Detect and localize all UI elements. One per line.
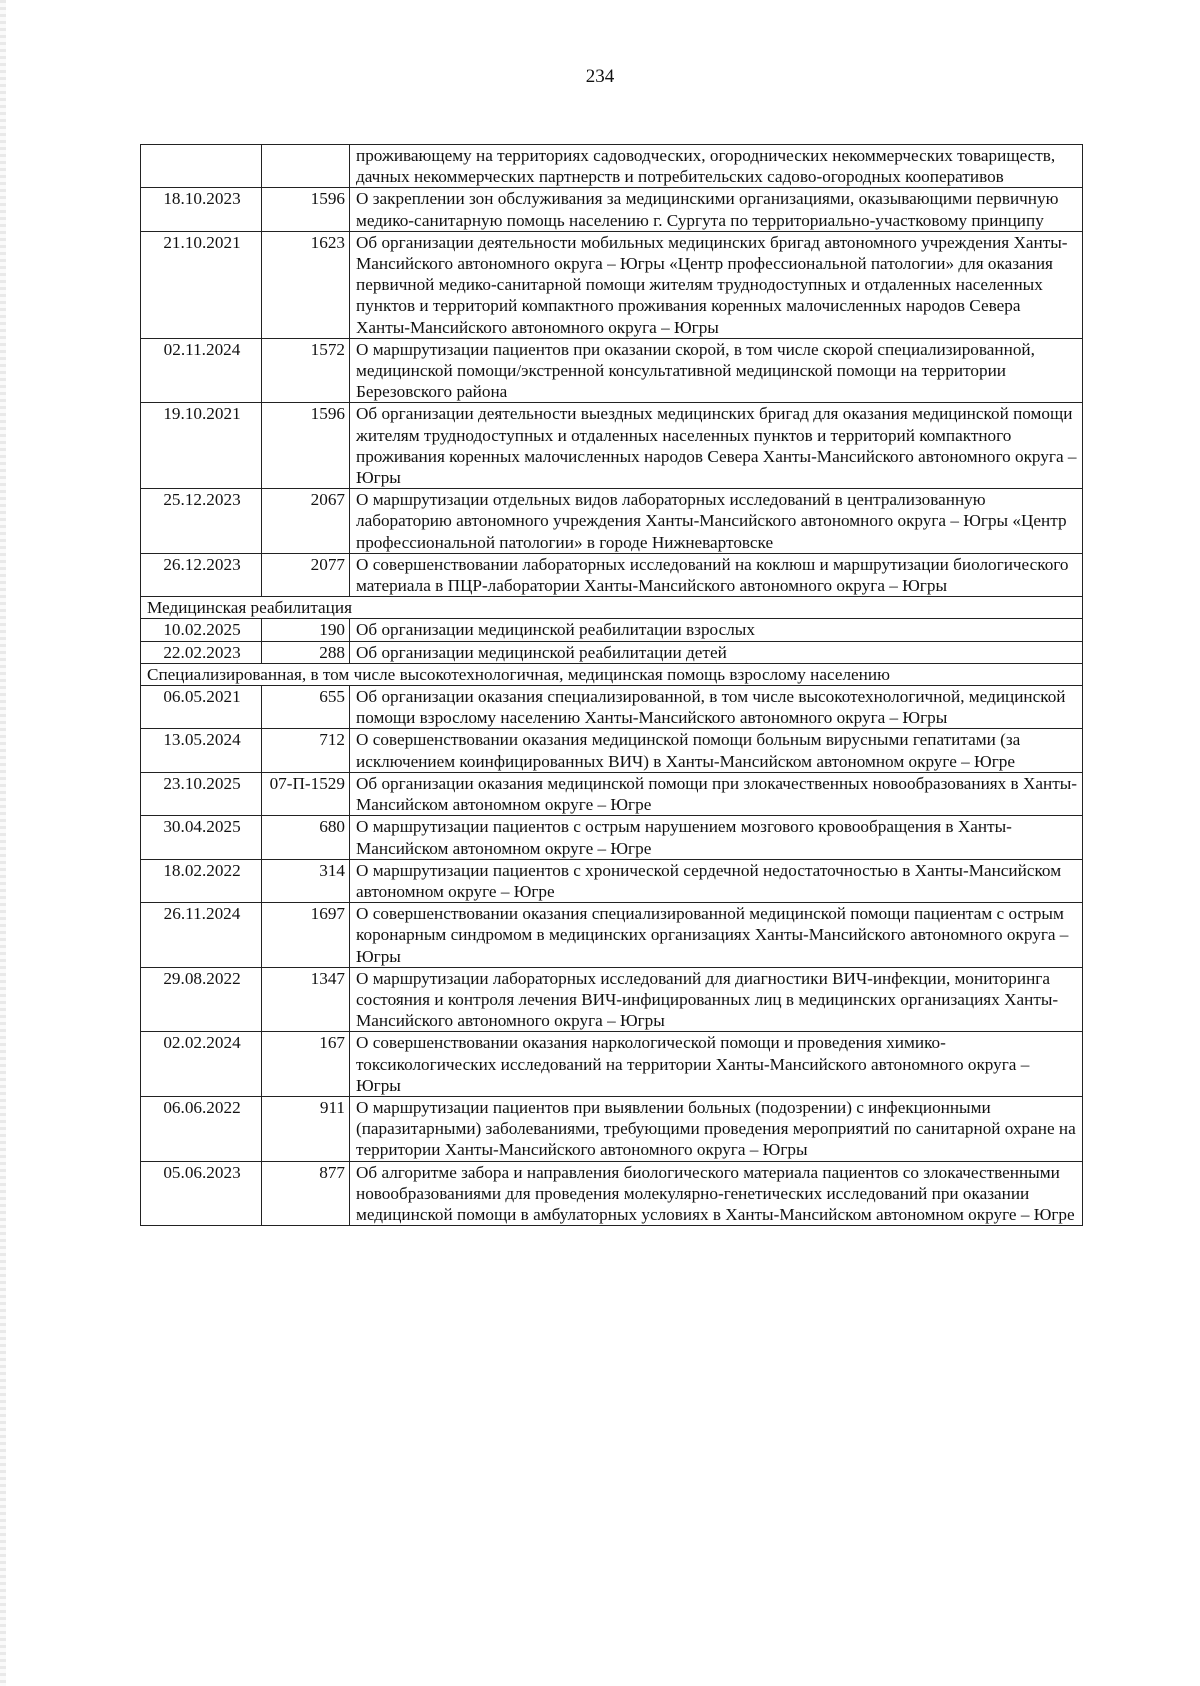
- order-date: 25.12.2023: [141, 489, 262, 554]
- order-title: О совершенствовании оказания медицинской помощи больным вирусными гепатитами (за исключением коинфицированных ВИЧ) в Ханты-Мансийском автономном округе – Югре: [350, 729, 1083, 772]
- table-row: [141, 903, 1083, 968]
- table-row: [141, 403, 1083, 489]
- order-number: 1596: [262, 188, 350, 231]
- order-number: 1347: [262, 967, 350, 1032]
- order-number: 680: [262, 816, 350, 859]
- section-heading: Специализированная, в том числе высокотехнологичная, медицинская помощь взрослому населению: [141, 663, 1083, 685]
- table-row: [141, 686, 1083, 729]
- scan-edge: [0, 0, 6, 1686]
- table-row: [141, 619, 1083, 641]
- order-number: 314: [262, 859, 350, 902]
- order-title: О маршрутизации пациентов с острым нарушением мозгового кровообращения в Ханты-Мансийском автономном округе – Югре: [350, 816, 1083, 859]
- order-title: проживающему на территориях садоводческих, огороднических некоммерческих товариществ, дачных некоммерческих партнерств и потребительских садово-огородных кооперативов: [350, 145, 1083, 188]
- order-date: [141, 145, 262, 188]
- order-date: 06.05.2021: [141, 686, 262, 729]
- order-number: 1623: [262, 231, 350, 338]
- order-title: О маршрутизации пациентов с хронической сердечной недостаточностью в Ханты-Мансийском автономном округе – Югре: [350, 859, 1083, 902]
- order-number: 1572: [262, 338, 350, 403]
- table-row: [141, 1032, 1083, 1097]
- order-title: О совершенствовании оказания специализированной медицинской помощи пациентам с острым коронарным синдромом в медицинских организациях Ханты-Мансийского автономного округа – Югры: [350, 903, 1083, 968]
- order-title: О совершенствовании оказания наркологической помощи и проведения химико-токсикологических исследований на территории Ханты-Мансийского автономного округа – Югры: [350, 1032, 1083, 1097]
- table-row: [141, 816, 1083, 859]
- order-number: 2077: [262, 553, 350, 596]
- order-number: 712: [262, 729, 350, 772]
- order-date: 21.10.2021: [141, 231, 262, 338]
- table-row: [141, 967, 1083, 1032]
- order-number: 877: [262, 1161, 350, 1226]
- order-number: 2067: [262, 489, 350, 554]
- page-number: 234: [585, 66, 615, 87]
- section-heading: Медицинская реабилитация: [141, 597, 1083, 619]
- table-row: [141, 553, 1083, 596]
- section-heading-row: [141, 663, 1083, 685]
- order-title: Об организации деятельности выездных медицинских бригад для оказания медицинской помощи жителям труднодоступных и отдаленных населенных пунктов и территорий компактного проживания коренных малочисленных народов Севера Ханты-Мансийского автономного округа – Югры: [350, 403, 1083, 489]
- order-number: 1596: [262, 403, 350, 489]
- order-number: [262, 145, 350, 188]
- order-date: 19.10.2021: [141, 403, 262, 489]
- order-number: 655: [262, 686, 350, 729]
- table-row: [141, 772, 1083, 815]
- order-title: Об организации оказания специализированной, в том числе высокотехнологичной, медицинской помощи взрослому населению Ханты-Мансийского автономного округа – Югры: [350, 686, 1083, 729]
- order-title: Об организации деятельности мобильных медицинских бригад автономного учреждения Ханты-Мансийского автономного округа – Югры «Центр профессиональной патологии» для оказания первичной медико-санитарной помощи жителям труднодоступных и отдаленных населенных пунктов и территорий компактного проживания коренных малочисленных народов Севера Ханты-Мансийского автономного округа – Югры: [350, 231, 1083, 338]
- order-title: Об организации оказания медицинской помощи при злокачественных новообразованиях в Ханты-Мансийском автономном округе – Югре: [350, 772, 1083, 815]
- table-row: [141, 729, 1083, 772]
- order-title: Об организации медицинской реабилитации детей: [350, 641, 1083, 663]
- order-date: 02.11.2024: [141, 338, 262, 403]
- order-title: О маршрутизации лабораторных исследований для диагностики ВИЧ-инфекции, мониторинга состояния и контроля лечения ВИЧ-инфицированных лиц в медицинских организациях Ханты-Мансийского автономного округа – Югры: [350, 967, 1083, 1032]
- order-title: О совершенствовании лабораторных исследований на коклюш и маршрутизации биологического материала в ПЦР-лаборатории Ханты-Мансийского автономного округа – Югры: [350, 553, 1083, 596]
- order-date: 13.05.2024: [141, 729, 262, 772]
- orders-table: [140, 144, 1083, 1226]
- table-row: [141, 338, 1083, 403]
- table-row: [141, 1161, 1083, 1226]
- table-row: [141, 489, 1083, 554]
- order-date: 29.08.2022: [141, 967, 262, 1032]
- order-date: 18.02.2022: [141, 859, 262, 902]
- order-number: 911: [262, 1096, 350, 1161]
- order-number: 07-П-1529: [262, 772, 350, 815]
- order-title: О маршрутизации отдельных видов лабораторных исследований в централизованную лабораторию автономного учреждения Ханты-Мансийского автономного округа – Югры «Центр профессиональной патологии» в городе Нижневартовске: [350, 489, 1083, 554]
- order-date: 23.10.2025: [141, 772, 262, 815]
- order-date: 30.04.2025: [141, 816, 262, 859]
- orders-table-body: [141, 145, 1083, 1226]
- table-row: [141, 859, 1083, 902]
- order-date: 18.10.2023: [141, 188, 262, 231]
- order-number: 167: [262, 1032, 350, 1097]
- order-date: 22.02.2023: [141, 641, 262, 663]
- order-date: 26.12.2023: [141, 553, 262, 596]
- table-row: [141, 231, 1083, 338]
- order-date: 10.02.2025: [141, 619, 262, 641]
- order-title: О маршрутизации пациентов при оказании скорой, в том числе скорой специализированной, медицинской помощи/экстренной консультативной медицинской помощи на территории Березовского района: [350, 338, 1083, 403]
- order-number: 1697: [262, 903, 350, 968]
- order-date: 06.06.2022: [141, 1096, 262, 1161]
- table-row: [141, 145, 1083, 188]
- order-date: 05.06.2023: [141, 1161, 262, 1226]
- order-title: Об организации медицинской реабилитации взрослых: [350, 619, 1083, 641]
- table-row: [141, 641, 1083, 663]
- table-row: [141, 1096, 1083, 1161]
- order-date: 02.02.2024: [141, 1032, 262, 1097]
- order-number: 190: [262, 619, 350, 641]
- order-date: 26.11.2024: [141, 903, 262, 968]
- order-title: Об алгоритме забора и направления биологического материала пациентов со злокачественными новообразованиями для проведения молекулярно-генетических исследований при оказании медицинской помощи в амбулаторных условиях в Ханты-Мансийском автономном округе – Югре: [350, 1161, 1083, 1226]
- section-heading-row: [141, 597, 1083, 619]
- order-title: О закреплении зон обслуживания за медицинскими организациями, оказывающими первичную медико-санитарную помощь населению г. Сургута по территориально-участковому принципу: [350, 188, 1083, 231]
- order-title: О маршрутизации пациентов при выявлении больных (подозрении) с инфекционными (паразитарными) заболеваниями, требующими проведения мероприятий по санитарной охране на территории Ханты-Мансийского автономного округа – Югры: [350, 1096, 1083, 1161]
- table-row: [141, 188, 1083, 231]
- order-number: 288: [262, 641, 350, 663]
